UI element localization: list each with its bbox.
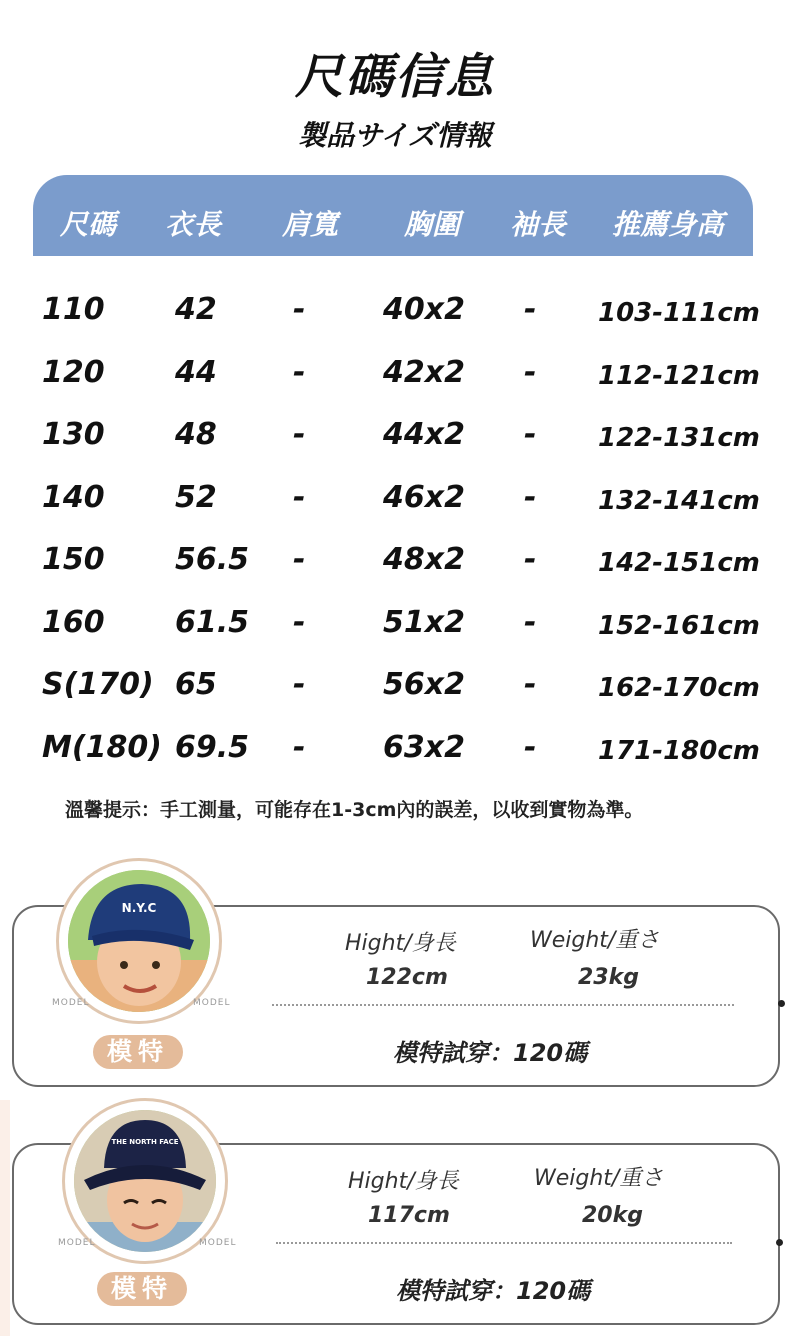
cell-sleeve: - (524, 417, 537, 452)
cell-height: 122-131cm (598, 423, 760, 453)
height-value: 117cm (368, 1203, 450, 1228)
divider (272, 1004, 734, 1006)
cell-height: 142-151cm (598, 548, 760, 578)
cell-length: 44 (175, 354, 217, 390)
cell-height: 171-180cm (598, 735, 760, 766)
table-row (0, 417, 790, 467)
header-recommended-height: 推薦身高 (612, 208, 725, 241)
cell-sleeve: - (524, 604, 537, 640)
cell-shoulder: - (293, 292, 306, 327)
cell-shoulder: - (293, 354, 306, 390)
cell-shoulder: - (293, 604, 306, 640)
cell-size: 150 (42, 542, 105, 577)
cell-chest: 56x2 (383, 667, 465, 702)
height-label: Hight/身長 (348, 1169, 459, 1194)
cell-size: 140 (42, 479, 105, 515)
table-row (0, 542, 790, 592)
boy-blue-cap-photo-icon (68, 870, 210, 1012)
fit-size: 模特試穿：120碼 (396, 1277, 591, 1305)
cell-chest: 44x2 (383, 417, 465, 452)
cell-height: 112-121cm (598, 360, 760, 391)
weight-value: 23kg (578, 965, 639, 990)
table-row (0, 730, 790, 780)
cell-height: 132-141cm (598, 485, 760, 516)
page-subtitle: 製品サイズ情報 (298, 119, 492, 152)
cell-length: 52 (175, 479, 217, 515)
cell-height: 103-111cm (598, 298, 760, 328)
fit-size: 模特試穿：120碼 (393, 1039, 588, 1067)
divider (276, 1242, 732, 1244)
cell-chest: 51x2 (383, 604, 465, 640)
header-length: 衣長 (165, 208, 222, 241)
cell-shoulder: - (293, 542, 306, 577)
table-row (0, 605, 790, 655)
card-dot (778, 1000, 785, 1007)
cell-size: 160 (42, 604, 105, 640)
weight-label: Weight/重さ (530, 928, 660, 953)
cell-length: 48 (175, 417, 217, 452)
ring-text-left: MODEL (52, 998, 90, 1008)
cell-size: M(180) (42, 729, 162, 765)
model-badge: 模特 (97, 1272, 187, 1306)
cell-length: 65 (175, 667, 217, 702)
ring-text-right: MODEL (199, 1238, 237, 1248)
header-chest: 胸圍 (404, 208, 461, 241)
measurement-note: 溫馨提示：手工測量，可能存在1-3cm內的誤差，以收到實物為準。 (65, 799, 644, 821)
svg-text:N.Y.C: N.Y.C (121, 901, 157, 915)
table-row (0, 480, 790, 530)
cell-shoulder: - (293, 417, 306, 452)
cell-sleeve: - (524, 729, 537, 765)
cell-chest: 48x2 (383, 542, 465, 577)
cell-chest: 46x2 (383, 479, 465, 515)
cell-length: 61.5 (175, 604, 250, 640)
cell-sleeve: - (524, 354, 537, 390)
header-sleeve: 袖長 (510, 208, 567, 241)
height-value: 122cm (366, 965, 448, 990)
cell-sleeve: - (524, 292, 537, 327)
header-size: 尺碼 (60, 208, 117, 241)
card-dot (776, 1239, 783, 1246)
cell-shoulder: - (293, 667, 306, 702)
cell-chest: 63x2 (383, 729, 465, 765)
cell-size: S(170) (42, 667, 154, 702)
cell-chest: 42x2 (383, 354, 465, 390)
cell-sleeve: - (524, 542, 537, 577)
height-label: Hight/身長 (345, 931, 456, 956)
model-badge: 模特 (93, 1035, 183, 1069)
table-row (0, 292, 790, 342)
table-row (0, 667, 790, 717)
weight-label: Weight/重さ (534, 1166, 664, 1191)
cell-sleeve: - (524, 667, 537, 702)
cell-size: 110 (42, 292, 105, 327)
table-row (0, 355, 790, 405)
cell-size: 130 (42, 417, 105, 452)
cell-shoulder: - (293, 729, 306, 765)
cell-length: 69.5 (175, 729, 250, 765)
cell-chest: 40x2 (383, 292, 465, 327)
svg-text:THE NORTH FACE: THE NORTH FACE (111, 1138, 179, 1146)
cell-length: 42 (175, 292, 217, 327)
page-title: 尺碼信息 (294, 49, 495, 105)
header-shoulder: 肩寬 (282, 208, 339, 241)
cell-size: 120 (42, 354, 105, 390)
cell-height: 152-161cm (598, 610, 760, 641)
cell-shoulder: - (293, 479, 306, 515)
girl-bucket-hat-photo-icon (74, 1110, 216, 1252)
cell-sleeve: - (524, 479, 537, 515)
ring-text-left: MODEL (58, 1238, 96, 1248)
weight-value: 20kg (582, 1203, 643, 1228)
cell-height: 162-170cm (598, 673, 760, 703)
side-tint (0, 1100, 10, 1336)
ring-text-right: MODEL (193, 998, 231, 1008)
cell-length: 56.5 (175, 542, 250, 577)
